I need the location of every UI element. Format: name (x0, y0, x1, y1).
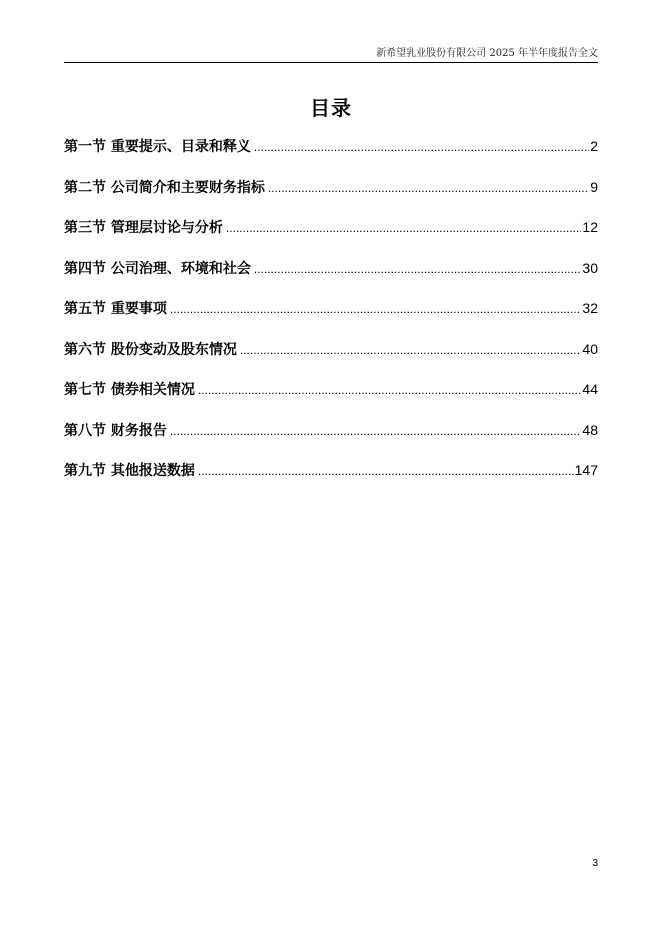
toc-dot-leader (198, 380, 582, 400)
toc-list (64, 136, 598, 501)
toc-entry-page: 44 (582, 381, 598, 397)
toc-dot-leader (198, 461, 574, 481)
toc-entry-label: 第七节 债券相关情况 (64, 382, 195, 398)
toc-entry-section-5[interactable] (64, 298, 598, 339)
toc-entry-page: 9 (590, 178, 598, 195)
page-number: 3 (592, 858, 598, 869)
toc-entry-page: 30 (582, 259, 598, 276)
toc-entry-section-4[interactable] (64, 258, 598, 299)
toc-dot-leader (226, 218, 582, 238)
toc-entry-label: 第九节 其他报送数据 (64, 463, 195, 479)
toc-entry-page: 2 (590, 138, 598, 154)
toc-dot-leader (254, 259, 582, 279)
toc-dot-leader (240, 340, 582, 360)
toc-entry-label: 第一节 重要提示、目录和释义 (64, 139, 251, 155)
toc-entry-page: 147 (574, 462, 598, 478)
toc-entry-section-6[interactable] (64, 339, 598, 380)
toc-entry-section-8[interactable] (64, 420, 598, 461)
toc-entry-section-2[interactable] (64, 177, 598, 218)
toc-entry-label: 第二节 公司简介和主要财务指标 (64, 179, 265, 196)
toc-entry-page: 32 (582, 300, 598, 316)
toc-entry-section-7[interactable] (64, 379, 598, 420)
toc-dot-leader (268, 178, 589, 198)
toc-entry-page: 40 (582, 340, 598, 357)
toc-dot-leader (254, 137, 589, 157)
toc-entry-page: 48 (582, 421, 598, 438)
toc-entry-page: 12 (582, 219, 598, 235)
toc-entry-label: 第八节 财务报告 (64, 422, 167, 439)
toc-title: 目录 (310, 96, 352, 120)
toc-entry-label: 第五节 重要事项 (64, 301, 167, 317)
toc-dot-leader (170, 299, 582, 319)
toc-entry-label: 第六节 股份变动及股东情况 (64, 341, 237, 358)
toc-entry-label: 第三节 管理层讨论与分析 (64, 220, 223, 236)
toc-entry-section-9[interactable] (64, 460, 598, 501)
toc-entry-section-3[interactable] (64, 217, 598, 258)
toc-dot-leader (170, 421, 582, 441)
header-divider (64, 62, 598, 63)
toc-entry-section-1[interactable] (64, 136, 598, 177)
report-header-title: 新希望乳业股份有限公司 2025 年半年度报告全文 (376, 48, 598, 59)
toc-entry-label: 第四节 公司治理、环境和社会 (64, 260, 251, 277)
